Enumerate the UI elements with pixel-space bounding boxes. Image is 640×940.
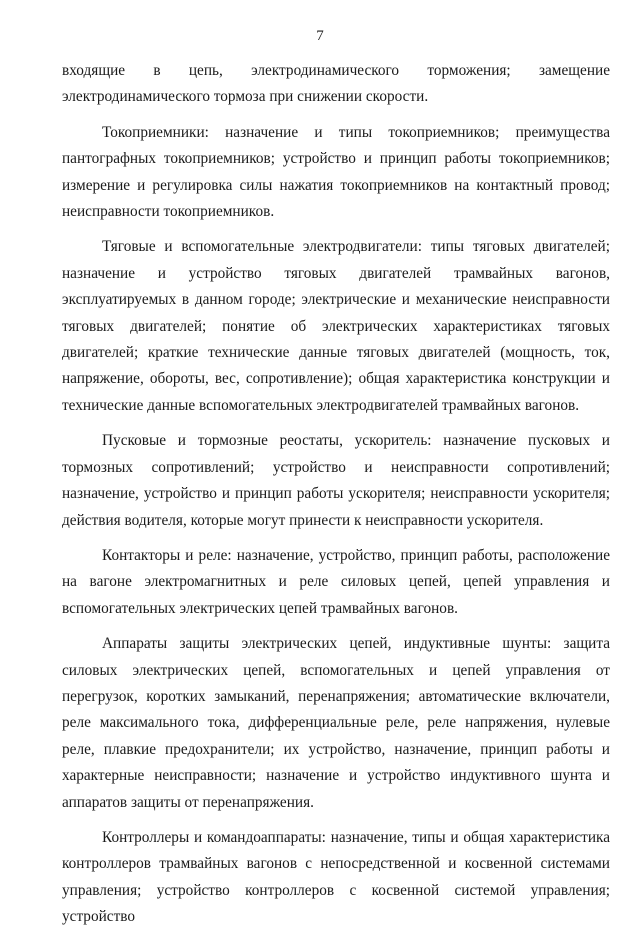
document-body [62, 58, 610, 940]
page-number: 7 [316, 28, 324, 44]
paragraph-protection-devices: Аппараты защиты электрических цепей, индуктивные шунты: защита силовых электрических цепей, вспомогательных и цепей управления от перегрузок, коротких замыканий, перенапряжения; автоматические включатели, реле максимального тока, дифференциальные реле, реле напряжения, нулевые реле, плавкие предохранители; их устройство, назначение, принцип работы и характерные неисправности; назначение и устройство индуктивного шунта и аппаратов защиты от перенапряжения. [62, 635, 610, 811]
paragraph-traction-motors: Тяговые и вспомогательные электродвигатели: типы тяговых двигателей; назначение и устройство тяговых двигателей трамвайных вагонов, эксплуатируемых в данном городе; электрические и механические неисправности тяговых двигателей; понятие об электрических характеристиках тяговых двигателей; краткие технические данные тяговых двигателей (мощность, ток, напряжение, обороты, вес, сопротивление); общая характеристика конструкции и технические данные вспомогательных электродвигателей трамвайных вагонов. [62, 238, 610, 414]
paragraph-braking-continuation: входящие в цепь, электродинамического торможения; замещение электродинамического тормоза при снижении скорости. [62, 62, 610, 106]
paragraph-controllers: Контроллеры и командоаппараты: назначение, типы и общая характеристика контроллеров трамвайных вагонов с непосредственной и косвенной системами управления; устройство контроллеров с косвенной системой управления; устройство [62, 828, 610, 926]
paragraph-rheostats-accelerator: Пусковые и тормозные реостаты, ускоритель: назначение пусковых и тормозных сопротивлений; устройство и неисправности сопротивлений; назначение, устройство и принцип работы ускорителя; неисправности ускорителя; действия водителя, которые могут принести к неисправности ускорителя. [62, 432, 610, 529]
paragraph-current-collectors: Токоприемники: назначение и типы токоприемников; преимущества пантографных токоприемников; устройство и принцип работы токоприемников; измерение и регулировка силы нажатия токоприемников на контактный провод; неисправности токоприемников. [62, 123, 610, 221]
paragraph-contactors-relays: Контакторы и реле: назначение, устройство, принцип работы, расположение на вагоне электромагнитных и реле силовых цепей, цепей управления и вспомогательных электрических цепей трамвайных вагонов. [62, 546, 610, 617]
